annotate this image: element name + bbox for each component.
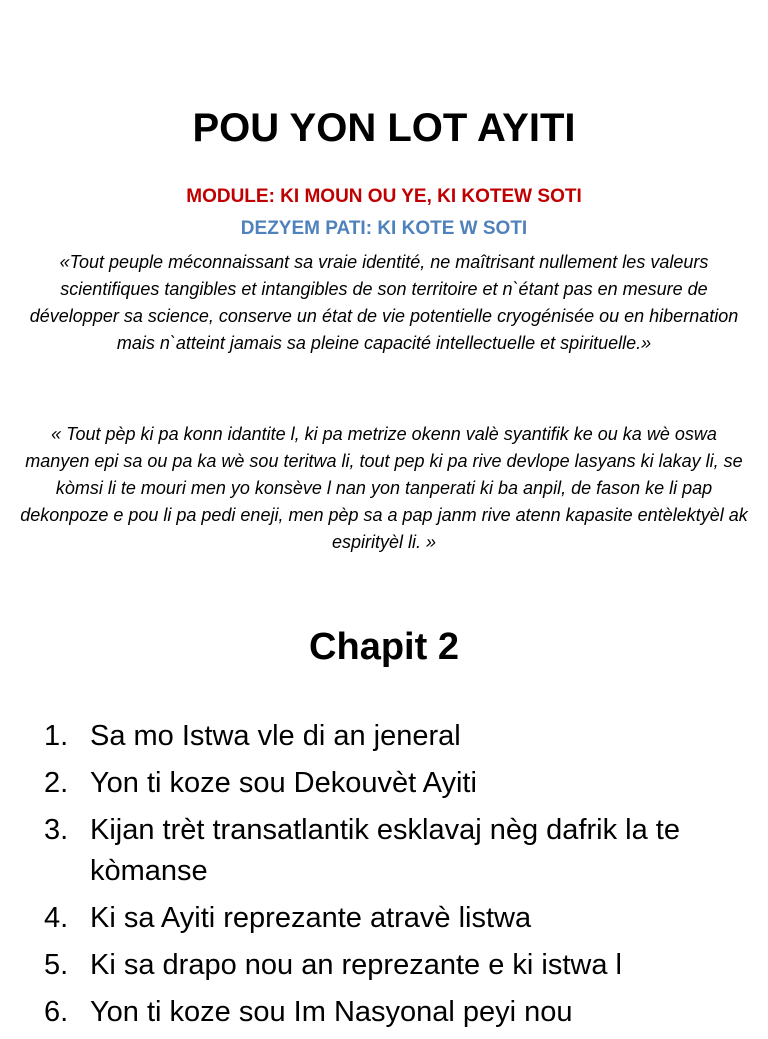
module-heading: MODULE: KI MOUN OU YE, KI KOTEW SOTI (186, 186, 582, 207)
outline-item-number: 3. (44, 814, 69, 846)
quote-creole: « Tout pèp ki pa konn idantite l, ki pa metrize okenn valè syantifik ke ou ka wè oswa manyen epi sa ou pa ka wè sou teritwa li, tout pep ki pa rive devlope lasyans ki lakay li, se kòmsi li te mouri men yo konsève l nan yon tanperati ki ba anpil, de fason ke li pap dekonpoze e pou li pa pedi eneji, men pèp sa a pap janm rive atenn kapasite entèlektyèl ak espirityèl li. » (20, 424, 748, 552)
quote-french: «Tout peuple méconnaissant sa vraie identité, ne maîtrisant nullement les valeurs scientifiques tangibles et intangibles de son territoire et n`étant pas en mesure de développer sa science, conserve un état de vie potentielle cryogénisée ou en hibernation mais n`atteint jamais sa pleine capacité intellectuelle et spirituelle.» (29, 252, 739, 353)
outline-item (44, 992, 724, 1033)
outline-item (44, 716, 724, 757)
outline-item-number: 4. (44, 902, 69, 934)
outline-item (44, 763, 724, 804)
outline-item-number: 1. (44, 720, 69, 752)
outline-item (44, 898, 724, 939)
outline-item (44, 945, 724, 986)
outline-item-number: 6. (44, 996, 69, 1028)
chapter-outline (44, 716, 724, 1039)
chapter-heading: Chapit 2 (309, 626, 459, 668)
document-title: POU YON LOT AYITI (192, 106, 576, 150)
outline-item-number: 5. (44, 949, 69, 981)
outline-item-number: 2. (44, 767, 69, 799)
outline-item-text: Sa mo Istwa vle di an jeneral (90, 720, 461, 752)
outline-item-text: Ki sa Ayiti reprezante atravè listwa (90, 902, 532, 934)
outline-item-text: Ki sa drapo nou an reprezante e ki istwa l (90, 949, 622, 981)
outline-item-text: Yon ti koze sou Im Nasyonal peyi nou (90, 996, 573, 1028)
outline-item (44, 810, 724, 892)
outline-item-text: Kijan trèt transatlantik esklavaj nèg dafrik la te kòmanse (90, 814, 680, 887)
outline-item-text: Yon ti koze sou Dekouvèt Ayiti (90, 767, 477, 799)
part-heading: DEZYEM PATI: KI KOTE W SOTI (240, 218, 528, 239)
